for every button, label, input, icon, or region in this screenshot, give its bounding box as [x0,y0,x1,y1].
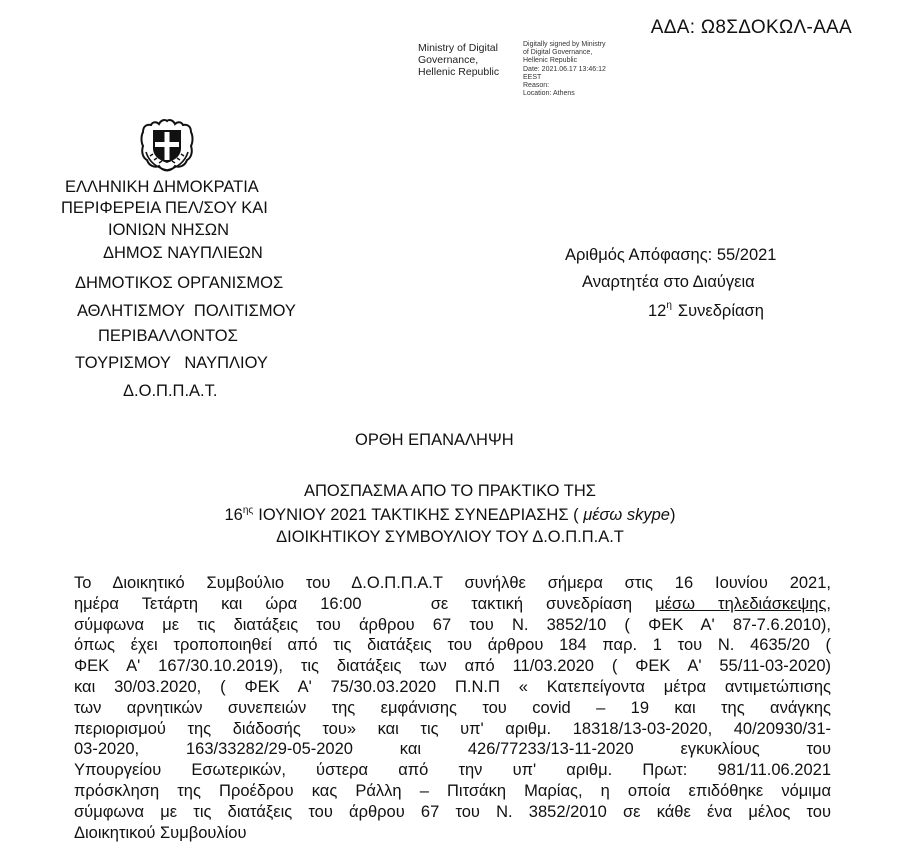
title-paren: ) [669,506,676,524]
body-line: Διοικητικού Συμβουλίου [74,823,247,842]
hellenic-coat-of-arms-icon [137,112,197,176]
session-label: Συνεδρίαση [677,302,764,320]
header-org-line: ΑΘΛΗΤΙΣΜΟΥ ΠΟΛΙΤΙΣΜΟΥ [77,302,296,320]
body-line: σύμφωνα με τις διατάξεις του άρθρου 67 του Ν. 3852/2010 σε κάθε ένα μέλος του [74,802,831,821]
signature-detail-line: Digitally signed by Ministry [523,41,606,48]
body-underlined: μέσω τηλεδιάσκεψης, [655,594,832,613]
ada-code: ΑΔΑ: Ω8ΣΔΟΚΩΛ-ΑΑΑ [650,17,852,38]
body-line: περιορισμού της διάδοσής του» και τις υπ' αριθμ. 18318/13-03-2020, 40/20930/31- [74,719,831,738]
body-line: και 30/03.2020, ( ΦΕΚ Α' 75/30.03.2020 Π.Ν.Π « Κατεπείγοντα μέτρα αντιμετώπισης [74,677,831,696]
body-line: Υπουργείου Εσωτερικών, ύστερα από την υπ' αριθμ. Πρωτ: 981/11.06.2021 [74,761,831,780]
session-info [648,300,764,321]
title-line: ΑΠΟΣΠΑΣΜΑ ΑΠΟ ΤΟ ΠΡΑΚΤΙΚΟ ΤΗΣ [303,482,596,500]
title-day-suffix: ης [242,505,254,516]
signature-detail-line: Reason: [523,82,550,90]
signature-detail-line: EEST [523,73,542,81]
title-italic: μέσω skype [578,506,670,524]
signer-line: Governance, [418,54,479,66]
body-line: των αρνητικών συνεπειών της εμφάνισης του covid – 19 και της ανάγκης [74,698,831,717]
body-text: ημέρα Τετάρτη και ώρα 16:00 σε τακτική συνεδρίαση [74,594,656,613]
header-org-line: ΔΗΜΟΤΙΚΟΣ ΟΡΓΑΝΙΣΜΟΣ [75,274,284,292]
header-region: ΠΕΡΙΦΕΡΕΙΑ ΠΕΛ/ΣΟΥ ΚΑΙ [61,199,268,217]
header-municipality: ΔΗΜΟΣ ΝΑΥΠΛΙΕΩΝ [103,244,263,262]
correction-heading: ΟΡΘΗ ΕΠΑΝΑΛΗΨΗ [355,431,514,449]
header-region-2: ΙΟΝΙΩΝ ΝΗΣΩΝ [108,221,230,239]
signature-detail-line: of Digital Governance, [523,49,593,57]
body-line: 03-2020, 163/33282/29-05-2020 και 426/77233/13-11-2020 εγκυκλίους του [74,740,831,759]
minutes-body [74,573,831,843]
title-line-2 [0,505,900,525]
title-day: 16 [224,506,243,524]
signature-details [523,41,606,98]
session-number: 12 [648,302,667,320]
session-suffix: η [666,300,672,311]
posting-note: Αναρτητέα στο Διαύγεια [582,273,755,291]
header-republic: ΕΛΛΗΝΙΚΗ ΔΗΜΟΚΡΑΤΙΑ [65,178,259,196]
title-line-3: ΔΙΟΙΚΗΤΙΚΟΥ ΣΥΜΒΟΥΛΙΟΥ ΤΟΥ Δ.Ο.Π.Π.Α.Τ [276,528,624,546]
signature-signer [418,42,499,78]
body-line: πρόσκληση της Προέδρου κας Ράλλη – Πιτσάκη Μαρίας, η οποία επιδόθηκε νόμιμα [74,781,831,800]
decision-number: Αριθμός Απόφασης: 55/2021 [565,246,777,264]
body-line: ΦΕΚ Α' 167/30.10.2019), τις διατάξεις των από 11/03.2020 ( ΦΕΚ Α' 55/11-03-2020) [74,657,831,676]
body-line: Το Διοικητικό Συμβούλιο του Δ.Ο.Π.Π.Α.Τ συνήλθε σήμερα στις 16 Ιουνίου 2021, [74,574,831,592]
signature-detail-line: Hellenic Republic [523,57,578,65]
signer-line: Hellenic Republic [418,66,500,78]
body-line: σύμφωνα με τις διατάξεις του άρθρου 67 του Ν. 3852/10 ( ΦΕΚ Α' 87-7.6.2010), [74,615,831,634]
body-line: όπως έχει τροποποιηθεί από τις διατάξεις του άρθρου 184 παρ. 1 του Ν. 4635/20 ( [74,636,831,655]
title-text: ΙΟΥΝΙΟΥ 2021 ΤΑΚΤΙΚΗΣ ΣΥΝΕΔΡΙΑΣΗΣ ( [258,506,579,524]
signature-detail-line: Date: 2021.06.17 13:46:12 [523,65,606,73]
header-org-line: ΤΟΥΡΙΣΜΟΥ ΝΑΥΠΛΙΟΥ [75,354,268,372]
signature-detail-line: Location: Athens [523,90,575,98]
header-org-line: ΠΕΡΙΒΑΛΛΟΝΤΟΣ [98,327,238,345]
header-org-abbr: Δ.Ο.Π.Π.Α.Τ. [123,382,218,400]
body-line [74,594,831,615]
signer-line: Ministry of Digital [418,42,498,54]
